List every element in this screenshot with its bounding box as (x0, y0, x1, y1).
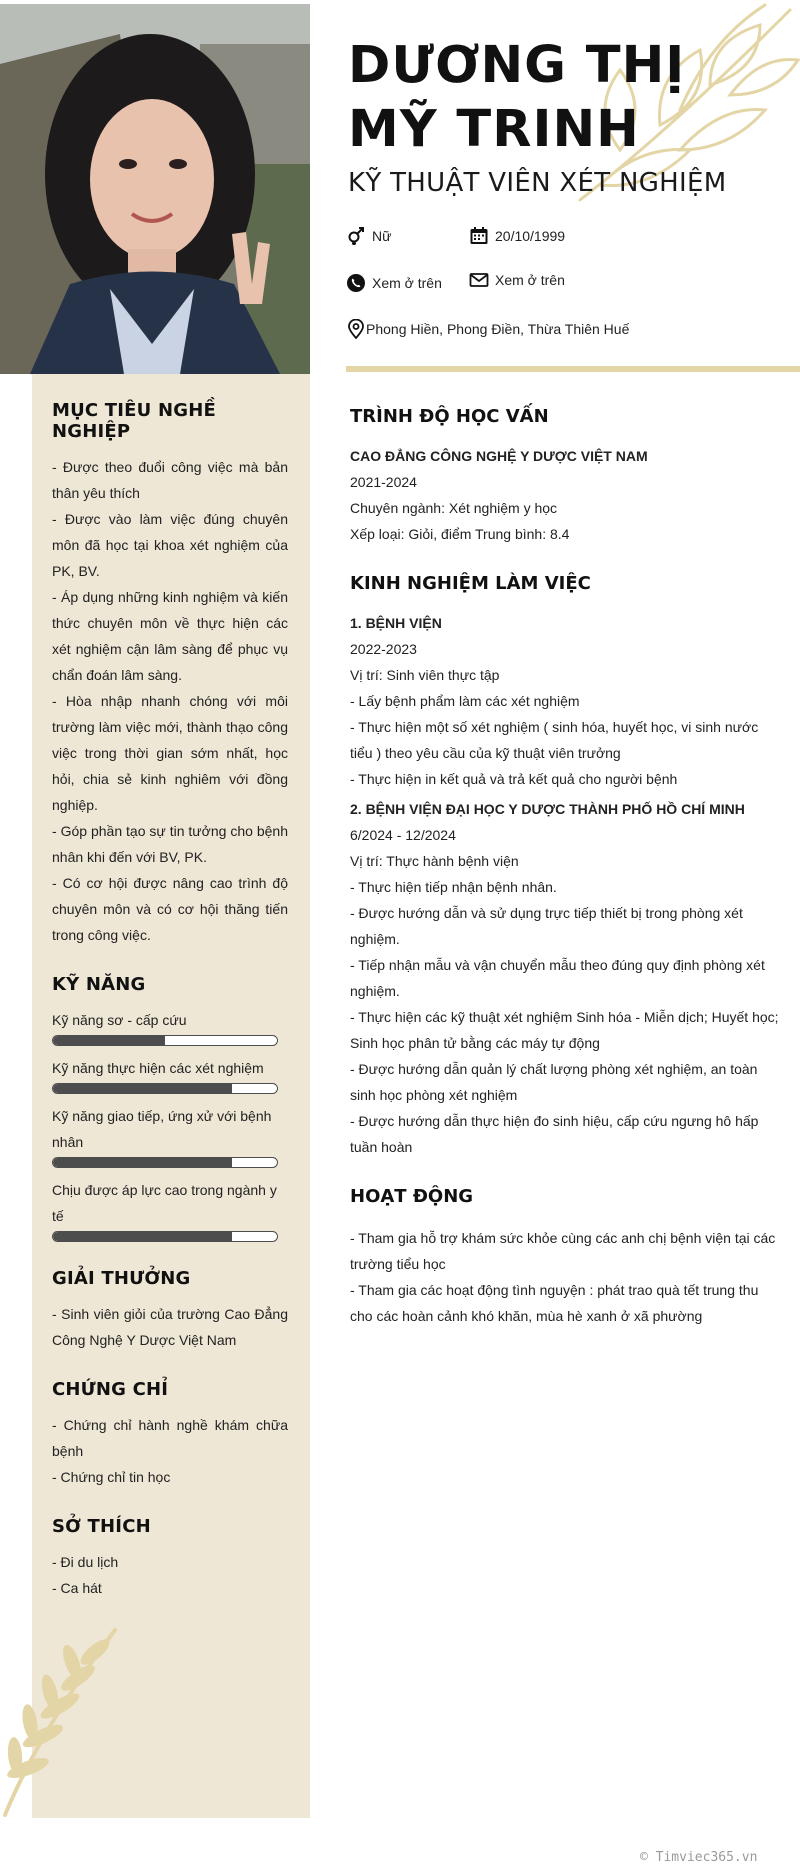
certificates-heading: CHỨNG CHỈ (52, 1379, 169, 1400)
hobbies-section (52, 1516, 288, 1601)
job-title: KỸ THUẬT VIÊN XÉT NGHIỆM (348, 168, 727, 198)
objective-line: - Có cơ hội được nâng cao trình độ chuyên môn và có cơ hội thăng tiến trong công việc. (52, 875, 288, 943)
experience-heading: KINH NGHIỆM LÀM VIỆC (350, 573, 591, 594)
watermark: © Timviec365.vn (640, 1850, 758, 1865)
hobbies-heading: SỞ THÍCH (52, 1516, 151, 1537)
candidate-name: DƯƠNG THỊ MỸ TRINH (348, 36, 686, 159)
email-value: Xem ở trên (495, 272, 565, 288)
awards-text (52, 1301, 288, 1353)
gender-icon (346, 226, 366, 246)
objective-line: - Được theo đuổi công việc mà bản thân yêu thích (52, 459, 288, 501)
education-period: 2021-2024 (350, 474, 417, 490)
job-duty: - Thực hiện in kết quả và trả kết quả cho người bệnh (350, 771, 678, 787)
job-duty: - Được hướng dẫn quản lý chất lượng phòng xét nghiệm, an toàn sinh học phòng xét nghiệm (350, 1061, 758, 1103)
phone-value: Xem ở trên (372, 275, 442, 291)
job-position: Vị trí: Sinh viên thực tập (350, 667, 500, 683)
objective-line: - Góp phần tạo sự tin tưởng cho bệnh nhân khi đến với BV, PK. (52, 823, 288, 865)
skill-bar-fill (53, 1036, 165, 1045)
sidebar-content (52, 400, 288, 1627)
skill-bar (52, 1157, 278, 1168)
education-grade: Xếp loại: Giỏi, điểm Trung bình: 8.4 (350, 526, 570, 542)
job-duty: - Lấy bệnh phẩm làm các xét nghiệm (350, 693, 580, 709)
birthdate-info (469, 226, 565, 246)
objective-line: - Áp dụng những kinh nghiệm và kiến thức chuyên môn về thực hiện các xét nghiệm cận lâm sàng để phục vụ chẩn đoán lâm sàng. (52, 589, 288, 683)
job-duty: - Được hướng dẫn và sử dụng trực tiếp thiết bị trong phòng xét nghiệm. (350, 905, 743, 947)
address-info (346, 319, 629, 339)
certificate-line: - Chứng chỉ tin học (52, 1469, 171, 1485)
certificates-text (52, 1412, 288, 1490)
skill-bar (52, 1035, 278, 1046)
certificates-section (52, 1379, 288, 1490)
activities-heading: HOẠT ĐỘNG (350, 1186, 474, 1207)
hobby-line: - Đi du lịch (52, 1554, 119, 1570)
job-title-line: 1. BỆNH VIỆN (350, 615, 442, 631)
skill-name: Kỹ năng sơ - cấp cứu (52, 1012, 187, 1028)
gender-info (346, 226, 391, 246)
experience-item (350, 610, 780, 792)
skills-heading: KỸ NĂNG (52, 974, 146, 995)
activities-section (350, 1186, 780, 1329)
experience-item (350, 796, 780, 1160)
skills-section (52, 974, 288, 1242)
certificate-line: - Chứng chỉ hành nghề khám chữa bệnh (52, 1417, 288, 1459)
objective-line: - Hòa nhập nhanh chóng với môi trường làm việc mới, thành thạo công việc trong thời gian sớm nhất, học hỏi, chia sẻ kinh nghiêm với đồng nghiệp. (52, 693, 288, 813)
skill-item (52, 1103, 288, 1168)
skill-name: Chịu được áp lực cao trong ngành y tế (52, 1182, 277, 1224)
education-major: Chuyên ngành: Xét nghiệm y học (350, 500, 558, 516)
hobbies-text (52, 1549, 288, 1601)
job-period: 6/2024 - 12/2024 (350, 827, 456, 843)
job-position: Vị trí: Thực hành bệnh viện (350, 853, 519, 869)
skill-name: Kỹ năng giao tiếp, ứng xử với bệnh nhân (52, 1108, 272, 1150)
skill-bar (52, 1231, 278, 1242)
mail-icon (469, 270, 489, 290)
awards-heading: GIẢI THƯỞNG (52, 1268, 191, 1289)
phone-icon (346, 273, 366, 293)
hobby-line: - Ca hát (52, 1580, 102, 1596)
objective-section (52, 400, 288, 948)
objective-text (52, 454, 288, 948)
email-info (469, 270, 565, 290)
awards-section (52, 1268, 288, 1353)
activity-line: - Tham gia hỗ trợ khám sức khỏe cùng các anh chị bệnh viện tại các trường tiểu học (350, 1230, 776, 1272)
job-period: 2022-2023 (350, 641, 417, 657)
job-duty: - Được hướng dẫn thực hiện đo sinh hiệu, cấp cứu ngưng hô hấp tuần hoàn (350, 1113, 759, 1155)
job-duty: - Tiếp nhận mẫu và vận chuyển mẫu theo đúng quy định phòng xét nghiệm. (350, 957, 765, 999)
skill-bar-fill (53, 1084, 232, 1093)
calendar-icon (469, 226, 489, 246)
header-divider (346, 366, 800, 372)
job-duty: - Thực hiện tiếp nhận bệnh nhân. (350, 879, 557, 895)
experience-section (350, 573, 780, 1160)
job-title-line: 2. BỆNH VIỆN ĐẠI HỌC Y DƯỢC THÀNH PHỐ HỒ CHÍ MINH (350, 801, 745, 817)
skill-item (52, 1007, 288, 1046)
main-content (350, 406, 780, 1355)
profile-photo (0, 4, 310, 374)
skill-name: Kỹ năng thực hiện các xét nghiệm (52, 1060, 264, 1076)
skill-bar (52, 1083, 278, 1094)
job-duty: - Thực hiện một số xét nghiệm ( sinh hóa, huyết học, vi sinh nước tiểu ) theo yêu cầu của kỹ thuật viên trưởng (350, 719, 759, 761)
education-section (350, 406, 780, 547)
location-icon (346, 319, 362, 339)
phone-info (346, 273, 442, 293)
gender-value: Nữ (372, 228, 392, 244)
skill-bar-fill (53, 1232, 232, 1241)
leaf-decoration-icon (0, 1610, 150, 1820)
activity-line: - Tham gia các hoạt động tình nguyện : phát trao quà tết trung thu cho các hoàn cảnh khó khăn, mùa hè xanh ở xã phường (350, 1282, 759, 1324)
skill-item (52, 1177, 288, 1242)
address-value: Phong Hiền, Phong Điền, Thừa Thiên Huế (366, 321, 630, 337)
birthdate-value: 20/10/1999 (495, 228, 566, 244)
skill-bar-fill (53, 1158, 232, 1167)
job-duty: - Thực hiện các kỹ thuật xét nghiệm Sinh hóa - Miễn dịch; Huyết học; Sinh học phân tử bằng các máy tự động (350, 1009, 779, 1051)
education-heading: TRÌNH ĐỘ HỌC VẤN (350, 406, 549, 427)
education-school: CAO ĐẲNG CÔNG NGHỆ Y DƯỢC VIỆT NAM (350, 448, 648, 464)
objective-heading: MỤC TIÊU NGHỀ NGHIỆP (52, 400, 216, 442)
skill-item (52, 1055, 288, 1094)
award-line: - Sinh viên giỏi của trường Cao Đẳng Công Nghệ Y Dược Việt Nam (52, 1306, 288, 1348)
objective-line: - Được vào làm việc đúng chuyên môn đã học tại khoa xét nghiệm của PK, BV. (52, 511, 288, 579)
